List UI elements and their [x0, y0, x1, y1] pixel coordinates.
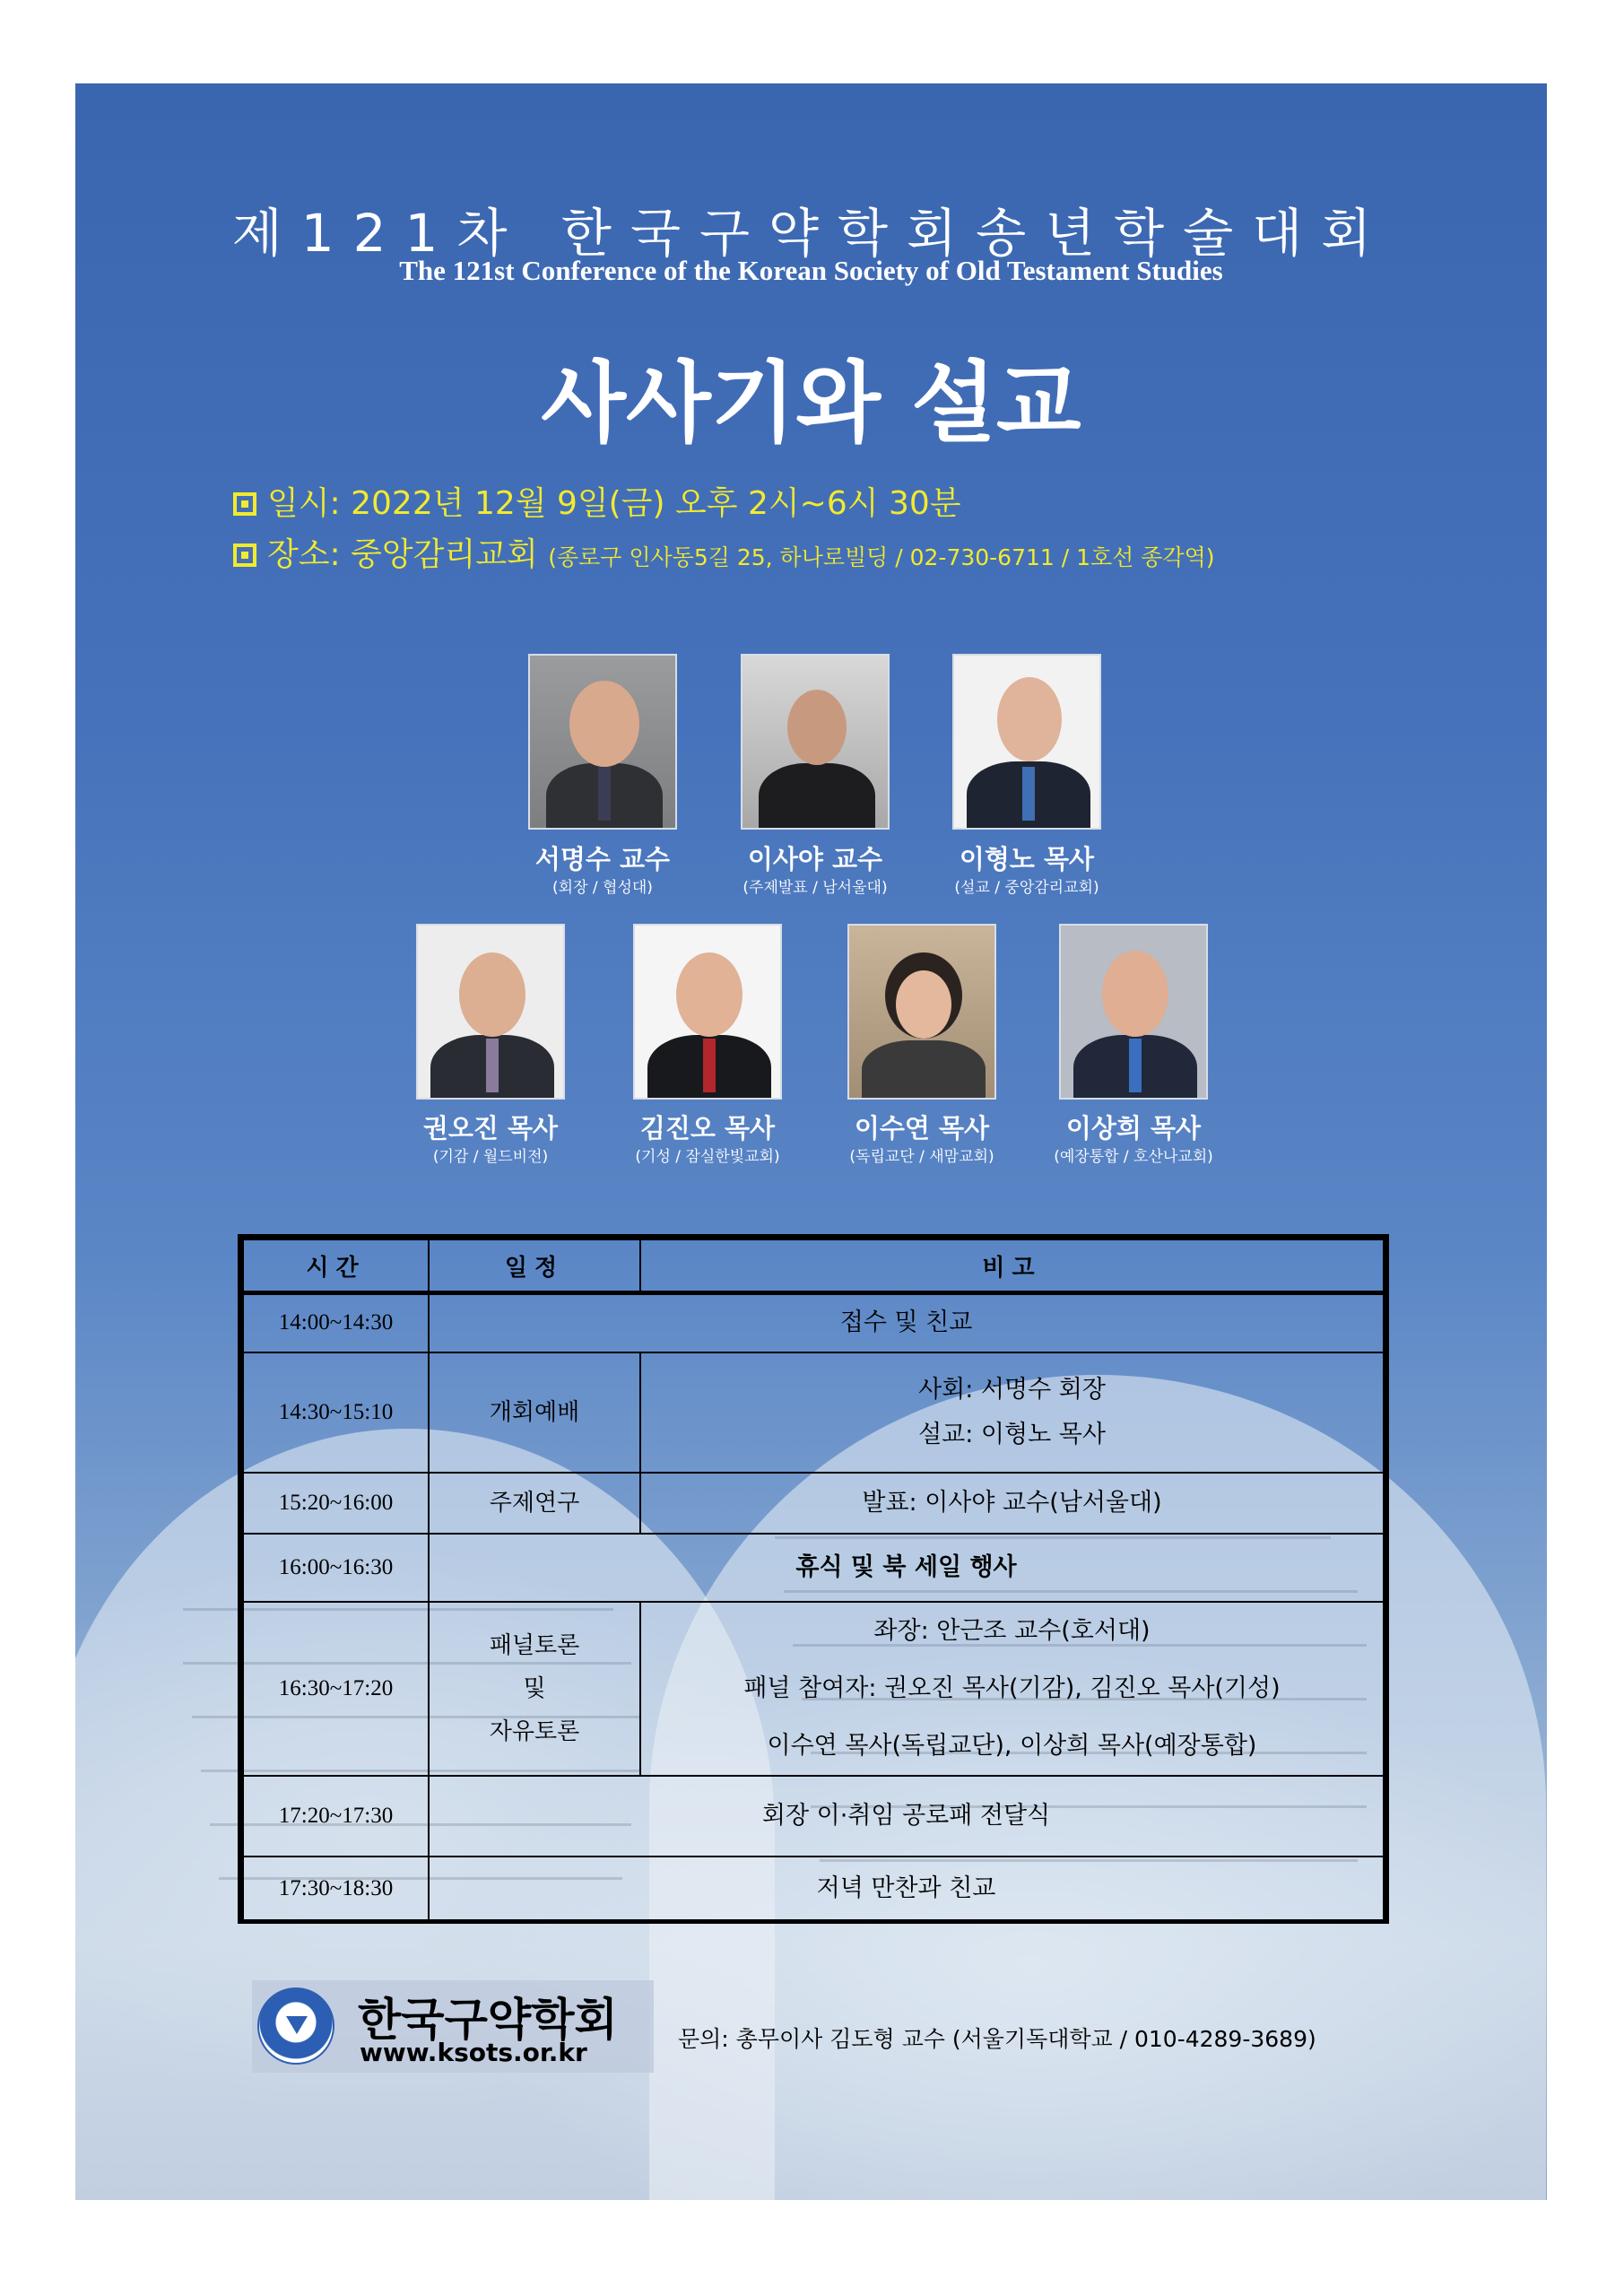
speaker-role: (기감 / 월드비전): [432, 1148, 549, 1166]
speaker-name: 서명수 교수: [534, 844, 671, 874]
row-note: 휴식 및 북 세일 행사: [429, 1534, 1384, 1602]
row-program: 개회예배: [429, 1352, 640, 1473]
table-row: [243, 1473, 1384, 1534]
speaker-photo: [528, 654, 677, 830]
column-header-program: 일정: [429, 1239, 640, 1293]
society-url-link[interactable]: www.ksots.or.kr: [360, 2038, 587, 2067]
column-header-note: 비고: [640, 1239, 1384, 1293]
place-address: (종로구 인사동5길 25, 하나로빌딩 / 02-730-6711 / 1호선 종각역): [548, 544, 1215, 570]
note-line: 설교: 이형노 목사: [918, 1420, 1106, 1448]
row-note: [640, 1352, 1384, 1473]
row-note: 발표: 이사야 교수(남서울대): [640, 1473, 1384, 1534]
date-text: 일시: 2022년 12월 9일(금) 오후 2시~6시 30분: [267, 485, 961, 522]
society-name: 한국구약학회: [358, 1994, 618, 2046]
table-row: [243, 1352, 1384, 1473]
schedule-table: [238, 1234, 1389, 1924]
row-time: 14:00~14:30: [243, 1293, 429, 1352]
speaker-photo: [633, 924, 782, 1100]
speaker-name: 이사야 교수: [747, 844, 883, 874]
row-time: 14:30~15:10: [243, 1352, 429, 1473]
note-line: 좌장: 안근조 교수(호서대): [873, 1616, 1151, 1645]
speaker-role: (회장 / 협성대): [552, 879, 653, 897]
poster-background: [75, 83, 1547, 2200]
speaker-name: 권오진 목사: [422, 1113, 559, 1144]
table-row: [243, 1293, 1384, 1352]
program-line: 패널토론: [489, 1631, 580, 1659]
table-header-row: [243, 1239, 1384, 1293]
speaker-role: (기성 / 잠실한빛교회): [635, 1148, 780, 1166]
bullet-square-icon: [233, 543, 256, 567]
table-row: [243, 1776, 1384, 1857]
row-program: 주제연구: [429, 1473, 640, 1534]
row-time: 16:00~16:30: [243, 1534, 429, 1602]
speaker-photo: [847, 924, 996, 1100]
table-row: [243, 1857, 1384, 1921]
speaker-photo: [741, 654, 890, 830]
contact-info: 문의: 총무이사 김도형 교수 (서울기독대학교 / 010-4289-3689): [678, 2026, 1316, 2052]
speaker-photo: [952, 654, 1101, 830]
society-emblem-icon: [257, 1987, 334, 2065]
note-line: 사회: 서명수 회장: [918, 1375, 1106, 1404]
speaker-role: (예장통합 / 호산나교회): [1054, 1148, 1213, 1166]
conference-title-korean: 제121차 한국구약학회송년학술대회: [231, 203, 1391, 264]
row-time: 16:30~17:20: [243, 1602, 429, 1776]
place-text: 장소: 중앙감리교회: [267, 536, 538, 573]
program-line: 및: [523, 1674, 546, 1702]
speaker-name: 김진오 목사: [639, 1113, 776, 1144]
row-time: 15:20~16:00: [243, 1473, 429, 1534]
row-program: [429, 1602, 640, 1776]
note-line: 패널 참여자: 권오진 목사(기감), 김진오 목사(기성): [743, 1674, 1281, 1702]
main-title: 사사기와 설교: [541, 352, 1081, 455]
speaker-name: 이수연 목사: [854, 1113, 990, 1144]
speaker-name: 이형노 목사: [959, 844, 1095, 874]
conference-title-english: The 121st Conference of the Korean Society of Old Testament Studies: [399, 255, 1223, 286]
row-time: 17:30~18:30: [243, 1857, 429, 1921]
row-time: 17:20~17:30: [243, 1776, 429, 1857]
speaker-photo: [416, 924, 565, 1100]
speaker-photo: [1059, 924, 1208, 1100]
info-place: [233, 529, 1214, 575]
note-line: 이수연 목사(독립교단), 이상희 목사(예장통합): [767, 1731, 1257, 1760]
row-note: 저녁 만찬과 친교: [429, 1857, 1384, 1921]
table-row: [243, 1602, 1384, 1776]
info-date: [233, 478, 961, 524]
row-note: [640, 1602, 1384, 1776]
table-row: [243, 1534, 1384, 1602]
column-header-time: 시간: [243, 1239, 429, 1293]
speaker-role: (독립교단 / 새맘교회): [849, 1148, 994, 1166]
bullet-square-icon: [233, 492, 256, 516]
society-logo-block: [252, 1980, 654, 2073]
row-note: 회장 이·취임 공로패 전달식: [429, 1776, 1384, 1857]
row-note: 접수 및 친교: [429, 1293, 1384, 1352]
speaker-name: 이상희 목사: [1065, 1113, 1202, 1144]
speaker-role: (설교 / 중앙감리교회): [954, 879, 1099, 897]
speaker-role: (주제발표 / 남서울대): [743, 879, 888, 897]
program-line: 자유토론: [489, 1717, 580, 1745]
